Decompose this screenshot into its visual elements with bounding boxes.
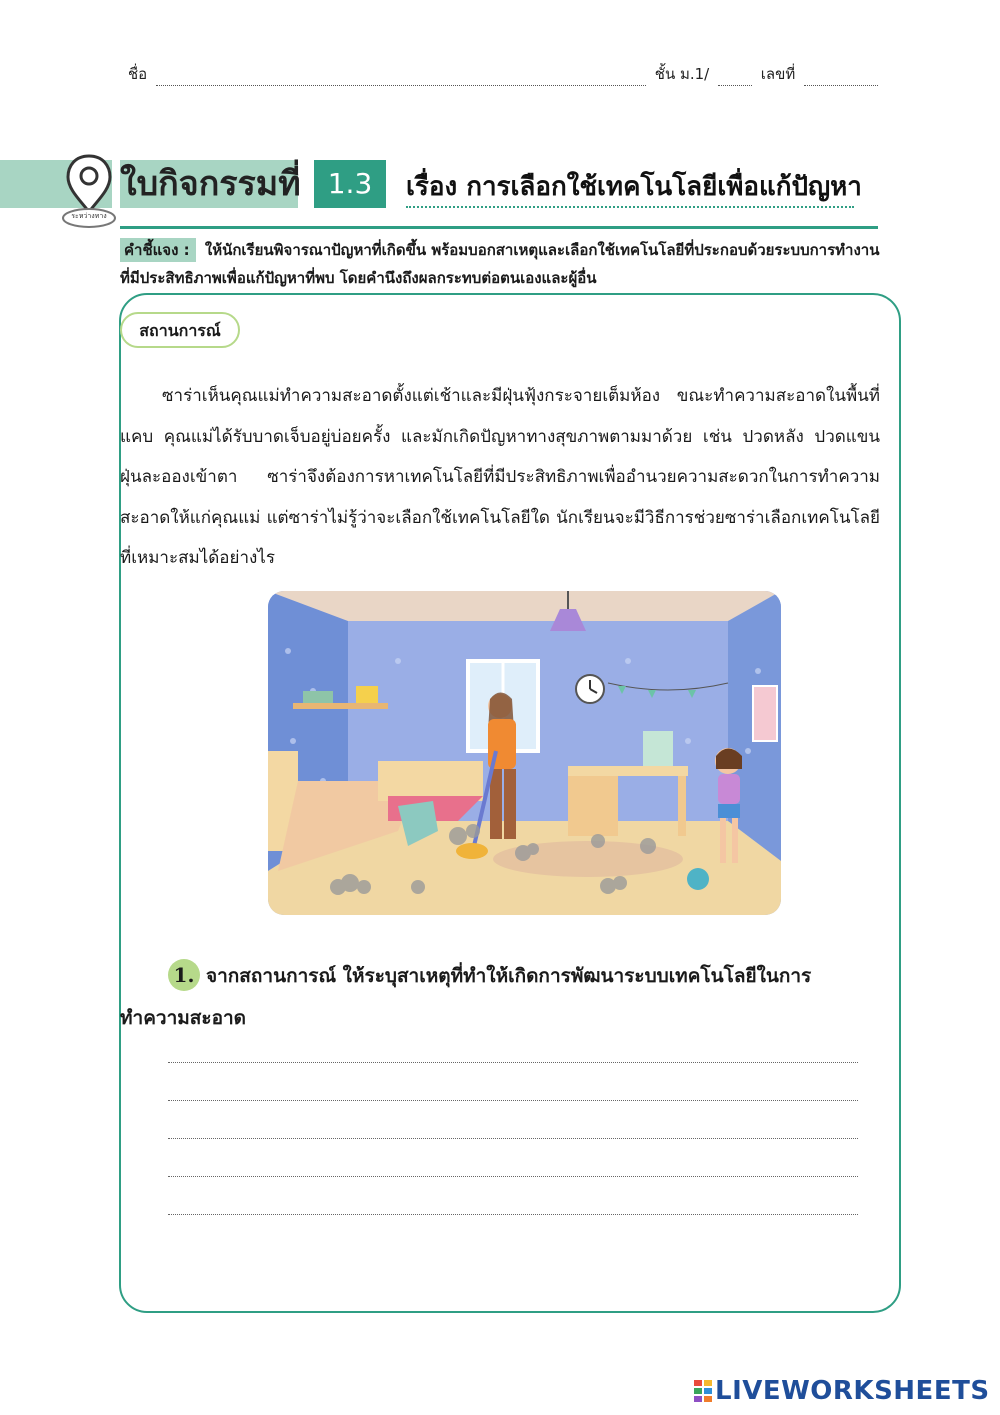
name-field[interactable]: [156, 67, 646, 86]
activity-title: ใบกิจกรรมที่: [120, 160, 311, 208]
name-label: ชื่อ: [128, 65, 148, 83]
answer-line-1[interactable]: [168, 1062, 858, 1063]
student-info-line: [128, 62, 878, 88]
class-field[interactable]: [718, 67, 752, 86]
answer-line-5[interactable]: [168, 1214, 858, 1215]
pin-caption: ระหว่างทาง: [71, 212, 107, 220]
answer-line-4[interactable]: [168, 1176, 858, 1177]
class-label: ชั้น ม.1/: [654, 65, 710, 83]
number-label: เลขที่: [760, 65, 796, 83]
topic-title: เรื่อง การเลือกใช้เทคโนโลยีเพื่อแก้ปัญหา: [406, 166, 854, 208]
situation-text: ซาร่าเห็นคุณแม่ทำความสะอาดตั้งแต่เช้าและมีฝุ่นฟุ้งกระจายเต็มห้อง ขณะทำความสะอาดในพื้นที่แคบ คุณแม่ได้รับบาดเจ็บอยู่บ่อยครั้ง และมักเกิดปัญหาทางสุขภาพตามมาด้วย เช่น ปวดหลัง ปวดแขน ฝุ่นละอองเข้าตา ซาร่าจึงต้องการหาเทคโนโลยีที่มีประสิทธิภาพเพื่ออำนวยความสะดวกในการทำความสะอาดให้แก่คุณแม่ แต่ซาร่าไม่รู้ว่าจะเลือกใช้เทคโนโลยีใด นักเรียนจะมีวิธีการช่วยซาร่าเลือกเทคโนโลยีที่เหมาะสมได้อย่างไร: [120, 386, 880, 568]
answer-line-2[interactable]: [168, 1100, 858, 1101]
liveworksheets-logo: [693, 1376, 990, 1406]
brand-text: LIVEWORKSHEETS: [715, 1376, 990, 1406]
activity-number: 1.3: [314, 160, 386, 208]
situation-heading: สถานการณ์: [120, 312, 240, 348]
question-number-badge: 1.: [168, 959, 200, 991]
question-text: จากสถานการณ์ ให้ระบุสาเหตุที่ทำให้เกิดการพัฒนาระบบเทคโนโลยีในการทำความสะอาด: [120, 965, 812, 1029]
number-field[interactable]: [804, 67, 878, 86]
instruction-label: คำชี้แจง :: [120, 238, 196, 262]
instruction: [120, 236, 880, 292]
room-illustration: [268, 591, 781, 915]
answer-line-3[interactable]: [168, 1138, 858, 1139]
question-1: [120, 955, 880, 1039]
liveworksheets-logo-icon: [693, 1379, 713, 1403]
instruction-text: ให้นักเรียนพิจารณาปัญหาที่เกิดขึ้น พร้อมบอกสาเหตุและเลือกใช้เทคโนโลยีที่ประกอบด้วยระบบการทำงานที่มีประสิทธิภาพเพื่อแก้ปัญหาที่พบ โดยคำนึงถึงผลกระทบต่อตนเองและผู้อื่น: [120, 241, 880, 287]
title-rule: [120, 226, 878, 229]
